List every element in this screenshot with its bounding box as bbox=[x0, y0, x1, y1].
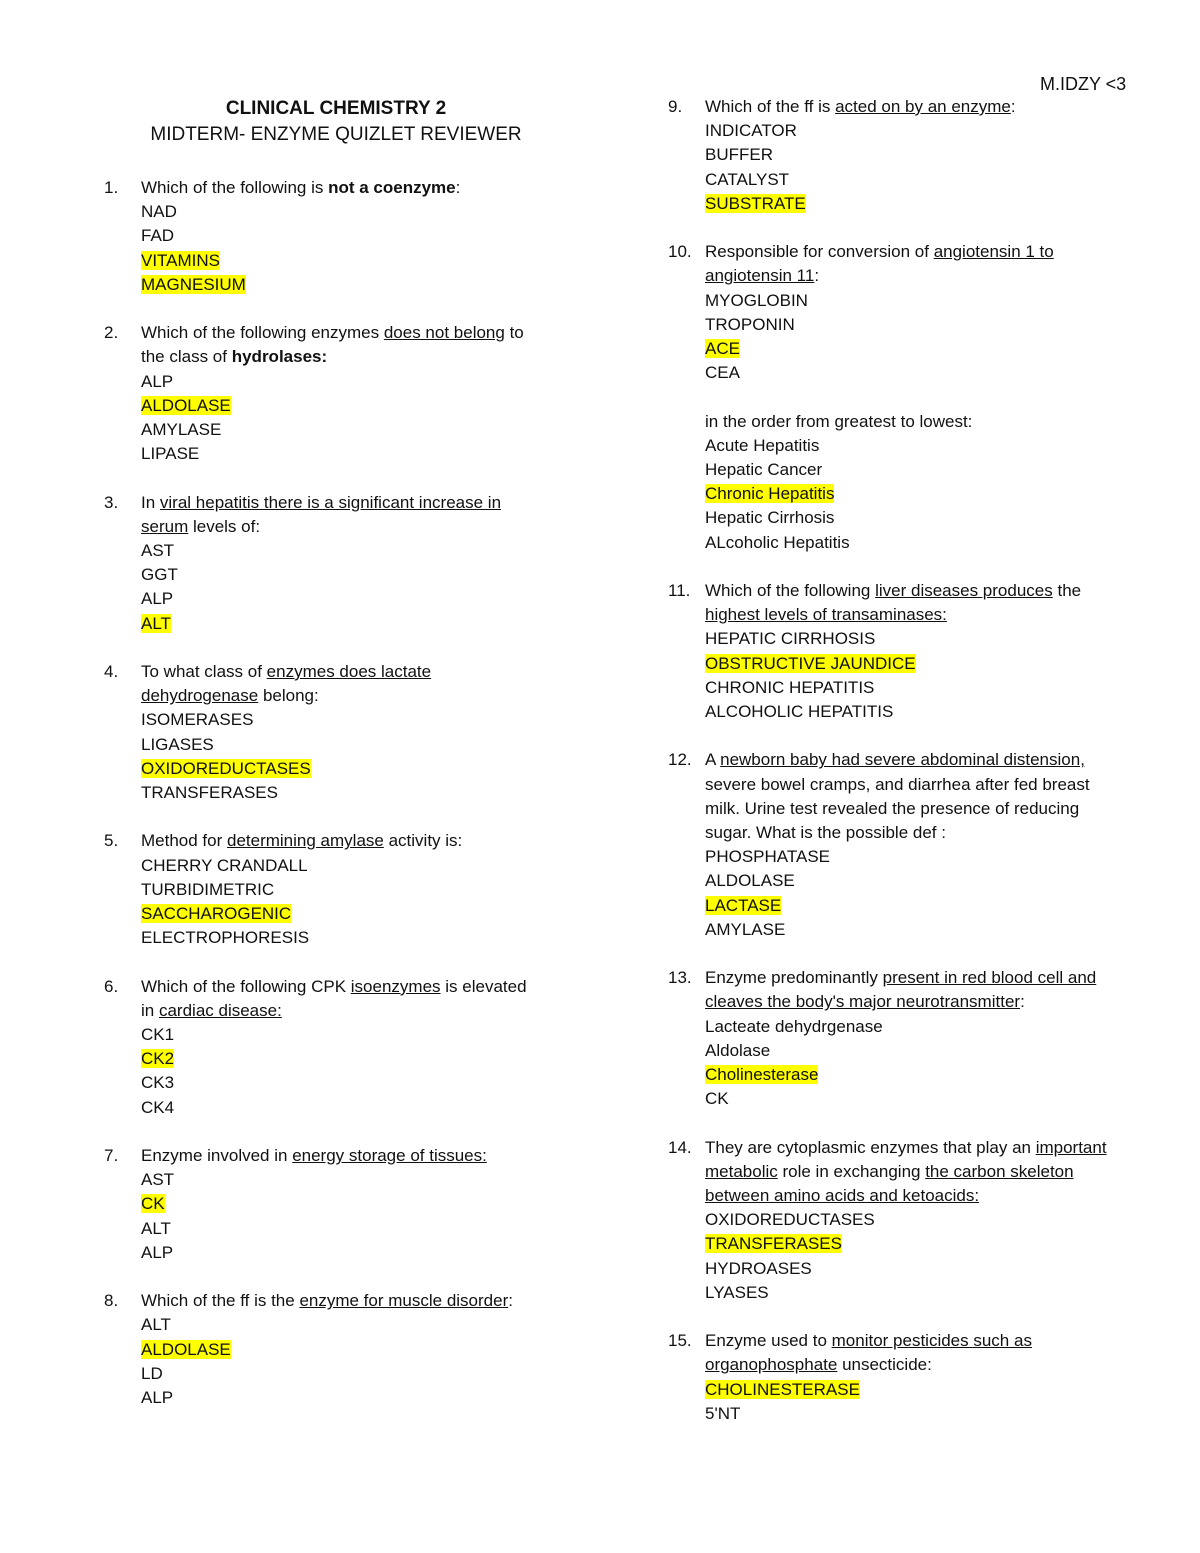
question-text-fragment: important metabolic bbox=[705, 1137, 1107, 1181]
question-number: 1. bbox=[104, 178, 119, 197]
question-text-fragment: does not belong bbox=[383, 323, 505, 343]
answer-choice-highlighted: MAGNESIUM bbox=[141, 274, 246, 294]
question-text-fragment: enzyme for muscle disorder bbox=[299, 1291, 509, 1311]
question-text bbox=[141, 660, 544, 708]
answer-choice: CHERRY CRANDALL bbox=[141, 855, 308, 875]
question-item bbox=[104, 829, 544, 950]
question-text-fragment: Which of the following bbox=[705, 581, 876, 601]
question-text-fragment: the carbon skeleton between amino acids and ketoacids: bbox=[705, 1161, 1074, 1206]
question-number: 11. bbox=[668, 581, 691, 601]
question-text-fragment: A bbox=[705, 750, 721, 770]
question-text-fragment: hydrolases: bbox=[231, 347, 328, 367]
question-text-fragment: unsecticide: bbox=[837, 1355, 932, 1375]
question-text-fragment: levels of: bbox=[188, 516, 261, 536]
answer-choice: ALP bbox=[141, 1242, 174, 1262]
question-text-fragment: : bbox=[814, 266, 820, 286]
question-item bbox=[668, 1329, 1108, 1426]
answer-choice: GGT bbox=[141, 565, 178, 585]
left-column bbox=[104, 176, 544, 1434]
answer-choice: ALT bbox=[141, 1315, 171, 1335]
question-item bbox=[668, 95, 1108, 216]
answer-choice: TRANSFERASES bbox=[141, 783, 278, 803]
answer-choice-highlighted: OBSTRUCTIVE JAUNDICE bbox=[705, 653, 916, 673]
answer-choice-highlighted: ALDOLASE bbox=[141, 395, 231, 415]
question-text-fragment: highest levels of transaminases: bbox=[705, 605, 947, 625]
question-text-fragment: isoenzymes bbox=[350, 976, 441, 996]
question-number: 4. bbox=[104, 662, 119, 682]
document-title: CLINICAL CHEMISTRY 2 bbox=[225, 98, 447, 119]
question-text-fragment: angiotensin 1 to angiotensin 11 bbox=[705, 242, 1054, 286]
answer-choice: CEA bbox=[705, 363, 740, 383]
question-text-fragment: To what class of bbox=[141, 662, 267, 682]
question-text bbox=[141, 975, 544, 1023]
question-text-fragment: Which of the following is bbox=[141, 178, 329, 197]
question-item bbox=[668, 240, 1108, 385]
question-text-fragment: Method for bbox=[141, 831, 227, 851]
answer-choice: AST bbox=[141, 1170, 175, 1190]
question-item bbox=[668, 579, 1108, 724]
answer-choice-highlighted: CK bbox=[141, 1194, 165, 1214]
question-number: 14. bbox=[668, 1137, 692, 1157]
answer-choice: LIGASES bbox=[141, 734, 214, 754]
question-text-fragment: Enzyme predominantly bbox=[705, 968, 883, 988]
question-text-fragment: acted on by an enzyme bbox=[835, 97, 1011, 116]
question-text bbox=[705, 410, 1108, 434]
answer-choice: CATALYST bbox=[705, 169, 790, 189]
question-text-fragment: belong: bbox=[258, 686, 319, 706]
answer-choice: Lacteate dehydrgenase bbox=[705, 1016, 883, 1036]
answer-choice: ALCOHOLIC HEPATITIS bbox=[705, 702, 894, 722]
question-number: 9. bbox=[668, 97, 683, 116]
answer-choice: HEPATIC CIRRHOSIS bbox=[705, 629, 876, 649]
question-number: 5. bbox=[104, 831, 119, 851]
question-text-fragment: They are cytoplasmic enzymes that play an bbox=[705, 1137, 1036, 1157]
question-number: 13. bbox=[668, 968, 692, 988]
question-text-fragment: : bbox=[455, 178, 461, 197]
answer-choice-highlighted: CK2 bbox=[141, 1049, 175, 1069]
author-tag: M.IDZY <3 bbox=[1040, 74, 1127, 94]
question-text bbox=[705, 240, 1108, 288]
question-text-fragment: Which of the ff is bbox=[705, 97, 836, 116]
answer-choice: LD bbox=[141, 1363, 163, 1383]
answer-choice: TROPONIN bbox=[705, 314, 795, 334]
question-text bbox=[141, 176, 544, 200]
question-text bbox=[705, 966, 1108, 1014]
answer-choice-highlighted: TRANSFERASES bbox=[705, 1234, 842, 1254]
answer-choice: ISOMERASES bbox=[141, 710, 254, 730]
right-column bbox=[668, 95, 1108, 1450]
answer-choice: CK1 bbox=[141, 1025, 175, 1045]
answer-choice: PHOSPHATASE bbox=[705, 847, 831, 867]
answer-choice: Aldolase bbox=[705, 1040, 771, 1060]
answer-choice: ALP bbox=[141, 371, 174, 391]
question-text-fragment: In bbox=[141, 492, 160, 512]
answer-choice: Acute Hepatitis bbox=[705, 435, 820, 455]
answer-choice: HYDROASES bbox=[705, 1258, 812, 1278]
question-text bbox=[705, 748, 1108, 845]
question-number: 12. bbox=[668, 750, 692, 770]
question-text-fragment: role in exchanging bbox=[777, 1161, 926, 1181]
answer-choice: AST bbox=[141, 541, 175, 561]
question-text bbox=[705, 579, 1108, 627]
document-header bbox=[140, 96, 532, 148]
question-item bbox=[668, 410, 1108, 555]
question-text-fragment: Which of the ff is the bbox=[141, 1291, 300, 1311]
answer-choice-highlighted: SACCHAROGENIC bbox=[141, 904, 292, 924]
question-text bbox=[141, 321, 544, 369]
question-text-fragment: is elevated in bbox=[141, 976, 527, 1020]
question-text-fragment: cardiac disease: bbox=[158, 1000, 282, 1020]
question-text-fragment: enzymes does lactate dehydrogenase bbox=[141, 662, 432, 706]
answer-choice-highlighted: OXIDOREDUCTASES bbox=[141, 758, 311, 778]
question-text-fragment: : bbox=[1020, 992, 1025, 1012]
answer-choice: TURBIDIMETRIC bbox=[141, 879, 275, 899]
question-text-fragment: not a coenzyme bbox=[328, 178, 456, 197]
question-text bbox=[705, 95, 1108, 119]
answer-choice: ALP bbox=[141, 1388, 174, 1408]
question-item bbox=[104, 491, 544, 636]
question-number: 15. bbox=[668, 1331, 692, 1351]
answer-choice: NAD bbox=[141, 202, 177, 222]
question-text-fragment: Enzyme used to bbox=[705, 1331, 832, 1351]
answer-choice-highlighted: VITAMINS bbox=[141, 250, 221, 270]
question-text-fragment: Which of the following CPK bbox=[141, 976, 351, 996]
answer-choice-highlighted: Chronic Hepatitis bbox=[705, 484, 835, 504]
question-item bbox=[104, 176, 544, 297]
question-text-fragment: activity is: bbox=[383, 831, 463, 851]
answer-choice: CHRONIC HEPATITIS bbox=[705, 677, 875, 697]
answer-choice: FAD bbox=[141, 226, 175, 246]
answer-choice: OXIDOREDUCTASES bbox=[705, 1210, 875, 1230]
answer-choice: ALDOLASE bbox=[705, 871, 795, 891]
question-text bbox=[141, 1144, 544, 1168]
question-number: 6. bbox=[104, 976, 119, 996]
question-text-fragment: to the class of bbox=[141, 323, 524, 367]
question-text-fragment: determining amylase bbox=[227, 831, 384, 851]
answer-choice-highlighted: ACE bbox=[705, 339, 740, 359]
question-text-fragment: present in red blood cell and cleaves the body's major neurotransmitter bbox=[705, 968, 1097, 1012]
question-text-fragment: liver diseases produces bbox=[875, 581, 1053, 601]
answer-choice-highlighted: ALT bbox=[141, 613, 171, 633]
answer-choice: Hepatic Cirrhosis bbox=[705, 508, 835, 528]
question-text-fragment: energy storage of tissues: bbox=[292, 1146, 487, 1166]
question-text-fragment: monitor pesticides such as organophosphate bbox=[705, 1331, 1032, 1375]
question-text bbox=[705, 1136, 1108, 1209]
answer-choice: LYASES bbox=[705, 1282, 769, 1302]
answer-choice: CK4 bbox=[141, 1097, 175, 1117]
answer-choice: ALP bbox=[141, 589, 174, 609]
answer-choice: ELECTROPHORESIS bbox=[141, 928, 310, 948]
question-item bbox=[668, 1136, 1108, 1305]
question-text bbox=[705, 1329, 1108, 1377]
answer-choice: INDICATOR bbox=[705, 121, 797, 141]
question-item bbox=[668, 748, 1108, 942]
question-text-fragment: severe bowel cramps, and diarrhea after fed breast milk. Urine test revealed the presence of reducing sugar. What is the possible def : bbox=[705, 774, 1090, 843]
answer-choice: MYOGLOBIN bbox=[705, 290, 808, 310]
question-item bbox=[104, 660, 544, 805]
question-text-fragment: newborn baby had severe abdominal distension, bbox=[720, 750, 1085, 770]
question-number: 3. bbox=[104, 492, 119, 512]
answer-choice: LIPASE bbox=[141, 444, 200, 464]
answer-choice: AMYLASE bbox=[705, 919, 786, 939]
question-text-fragment: Enzyme involved in bbox=[141, 1146, 293, 1166]
question-text-fragment: the bbox=[1052, 581, 1082, 601]
question-text-fragment: Responsible for conversion of bbox=[705, 242, 934, 262]
question-item bbox=[104, 975, 544, 1120]
question-text-fragment: Which of the following enzymes bbox=[141, 323, 384, 343]
question-number: 10. bbox=[668, 242, 692, 262]
document-subtitle: MIDTERM- ENZYME QUIZLET REVIEWER bbox=[150, 124, 522, 145]
answer-choice: ALT bbox=[141, 1218, 171, 1238]
answer-choice-highlighted: SUBSTRATE bbox=[705, 193, 806, 213]
answer-choice-highlighted: LACTASE bbox=[705, 895, 782, 915]
question-text-fragment: in the order from greatest to lowest: bbox=[705, 411, 973, 431]
question-item bbox=[104, 1289, 544, 1410]
question-text bbox=[141, 1289, 544, 1313]
question-text-fragment: : bbox=[1010, 97, 1016, 116]
answer-choice: ALcoholic Hepatitis bbox=[705, 532, 850, 552]
question-number: 7. bbox=[104, 1146, 119, 1166]
question-text-fragment: : bbox=[508, 1291, 513, 1311]
question-number: 8. bbox=[104, 1291, 119, 1311]
answer-choice: Hepatic Cancer bbox=[705, 460, 823, 480]
answer-choice-highlighted: ALDOLASE bbox=[141, 1339, 231, 1359]
question-text-fragment: viral hepatitis there is a significant increase in serum bbox=[141, 492, 502, 536]
question-item bbox=[104, 321, 544, 466]
question-text bbox=[141, 829, 544, 853]
answer-choice: BUFFER bbox=[705, 145, 773, 165]
answer-choice: CK3 bbox=[141, 1073, 175, 1093]
question-item bbox=[668, 966, 1108, 1111]
question-text bbox=[141, 491, 544, 539]
answer-choice-highlighted: CHOLINESTERASE bbox=[705, 1379, 860, 1399]
question-number: 2. bbox=[104, 323, 119, 343]
answer-choice: AMYLASE bbox=[141, 420, 222, 440]
answer-choice: 5'NT bbox=[705, 1403, 741, 1423]
question-item bbox=[104, 1144, 544, 1265]
answer-choice: CK bbox=[705, 1089, 729, 1109]
answer-choice-highlighted: Cholinesterase bbox=[705, 1065, 819, 1085]
